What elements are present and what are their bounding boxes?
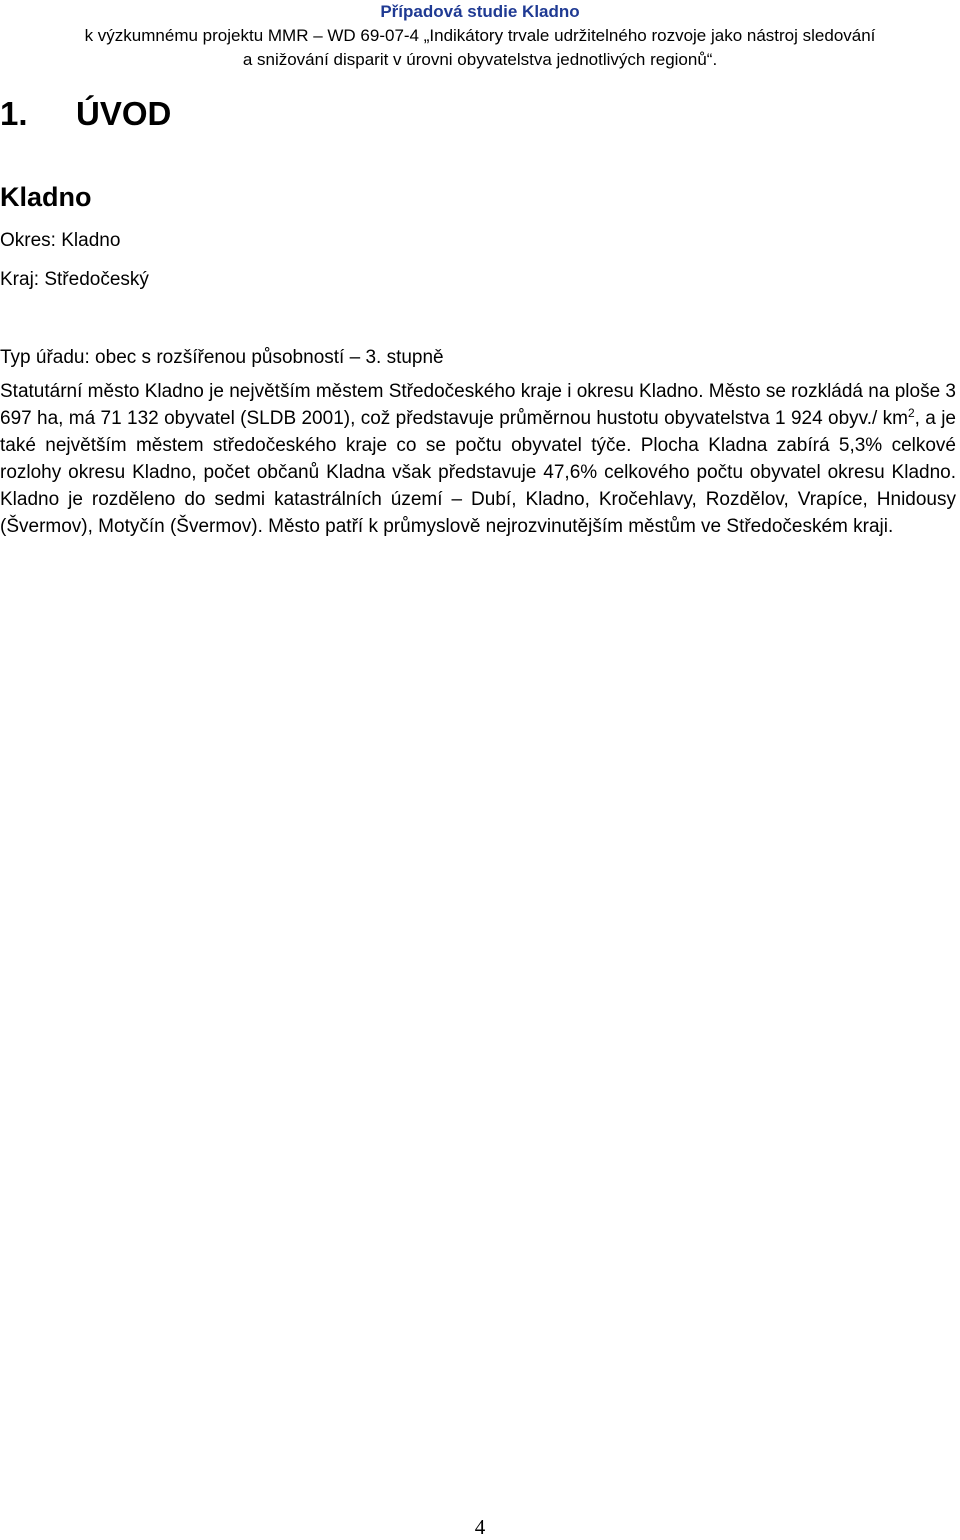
chapter-heading [0, 94, 171, 134]
kraj-field: Kraj: Středočeský [0, 269, 149, 290]
document-header [0, 0, 960, 72]
chapter-number: 1. [0, 95, 28, 132]
okres-field: Okres: Kladno [0, 230, 121, 251]
header-title: Případová studie Kladno [380, 2, 580, 21]
page-number: 4 [474, 1515, 486, 1539]
typ-uradu-field: Typ úřadu: obec s rozšířenou působností – 3. stupně [0, 347, 444, 368]
paragraph-part-2: , a je také největším městem středočeského kraje co se počtu obyvatel týče. Plocha Kladna zabírá 5,3% celkové rozlohy okresu Kladno, počet občanů Kladna však představuje 47,6% celkového počtu obyvatel okresu Kladno. Kladno je rozděleno do sedmi katastrálních území – Dubí, Kladno, Kročehlavy, Rozdělov, Vrapíce, Hnidousy (Švermov), Motyčín (Švermov). Město patří k průmyslově nejrozvinutějším městům ve Středočeském kraji. [0, 408, 956, 537]
chapter-title: ÚVOD [76, 95, 172, 132]
city-name: Kladno [0, 182, 92, 212]
paragraph-part-1: Statutární město Kladno je největším městem Středočeského kraje i okresu Kladno. Město se rozkládá na ploše 3 697 ha, má 71 132 obyvatel (SLDB 2001), což představuje průměrnou hustotu obyvatelstva 1 924 obyv./ km [0, 381, 956, 429]
header-subtitle-line-2: a snižování disparit v úrovni obyvatelstva jednotlivých regionů“. [242, 50, 718, 69]
main-paragraph [0, 378, 956, 540]
superscript-2: 2 [907, 406, 915, 420]
header-subtitle-line-1: k výzkumnému projektu MMR – WD 69-07-4 „Indikátory trvale udržitelného rozvoje jako nástroj sledování [84, 26, 876, 45]
